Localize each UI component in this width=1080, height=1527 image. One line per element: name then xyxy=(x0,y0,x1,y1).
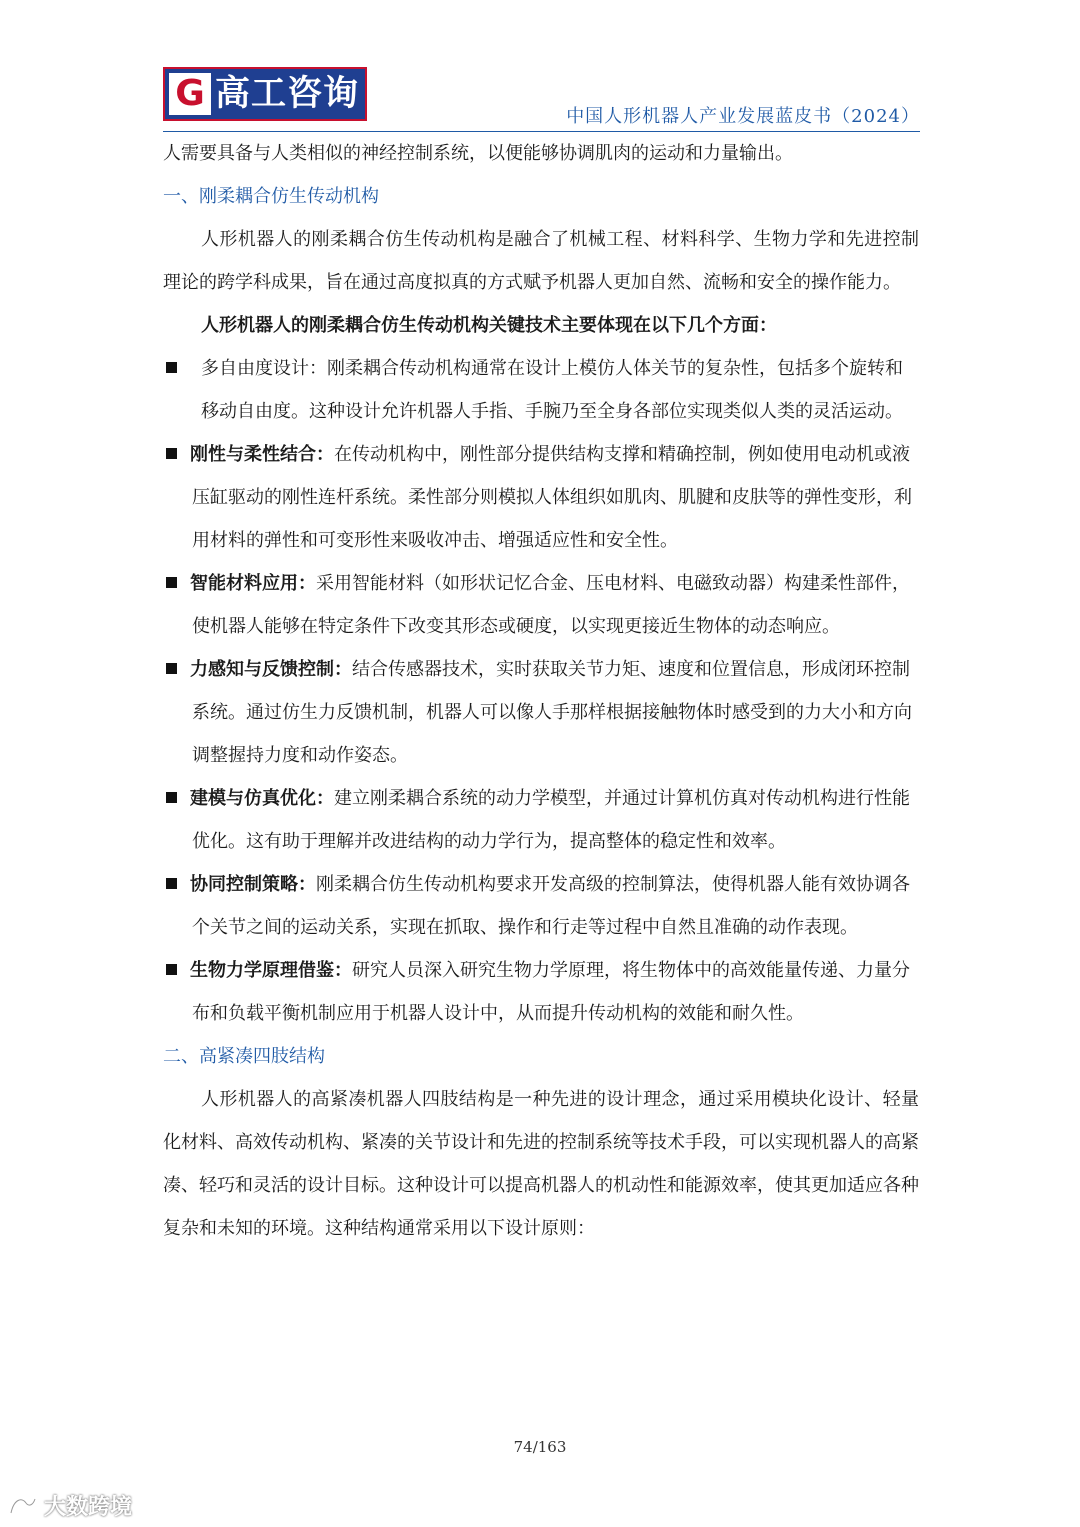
list-item-text: 建立刚柔耦合系统的动力学模型，并通过计算机仿真对传动机构进行性能优化。这有助于理解并改进结构的动力学行为，提高整体的稳定性和效率。 xyxy=(192,788,910,852)
bullet-square-icon xyxy=(166,362,177,373)
list-item xyxy=(163,433,919,562)
page-number: 74/163 xyxy=(513,1438,567,1456)
list-item-text: 结合传感器技术，实时获取关节力矩、速度和位置信息，形成闭环控制系统。通过仿生力反馈机制，机器人可以像人手那样根据接触物体时感受到的力大小和方向调整握持力度和动作姿态。 xyxy=(192,659,912,766)
list-item xyxy=(163,949,919,1035)
key-technology-list xyxy=(163,347,919,1035)
list-item-lead: 刚性与柔性结合： xyxy=(190,444,334,465)
bullet-square-icon xyxy=(166,577,177,588)
watermark xyxy=(8,1490,132,1521)
watermark-text: 大数跨境 xyxy=(44,1495,133,1520)
list-item-text: 研究人员深入研究生物力学原理，将生物体中的高效能量传递、力量分布和负载平衡机制应用于机器人设计中，从而提升传动机构的效能和耐久性。 xyxy=(192,960,910,1024)
report-title: 中国人形机器人产业发展蓝皮书（2024） xyxy=(566,106,920,127)
section1-key-intro: 人形机器人的刚柔耦合仿生传动机构关键技术主要体现在以下几个方面： xyxy=(201,315,777,336)
section2-paragraph: 人形机器人的高紧凑机器人四肢结构是一种先进的设计理念，通过采用模块化设计、轻量化材料、高效传动机构、紧凑的关节设计和先进的控制系统等技术手段，可以实现机器人的高紧凑、轻巧和灵活的设计目标。这种设计可以提高机器人的机动性和能源效率，使其更加适应各种复杂和未知的环境。这种结构通常采用以下设计原则： xyxy=(163,1089,919,1239)
section1-heading: 一、刚柔耦合仿生传动机构 xyxy=(163,186,379,207)
bullet-square-icon xyxy=(166,792,177,803)
bullet-square-icon xyxy=(166,878,177,889)
bullet-square-icon xyxy=(166,448,177,459)
list-item-lead: 力感知与反馈控制： xyxy=(190,659,352,680)
list-item-lead: 多自由度设计： xyxy=(201,358,327,379)
list-item xyxy=(163,347,919,433)
list-item-lead: 建模与仿真优化： xyxy=(190,788,334,809)
list-item xyxy=(163,777,919,863)
logo-mark: G xyxy=(169,73,211,115)
bullet-square-icon xyxy=(166,964,177,975)
brand-logo xyxy=(163,67,367,121)
watermark-logo-icon xyxy=(8,1493,38,1519)
list-item-text: 在传动机构中，刚性部分提供结构支撑和精确控制，例如使用电动机或液压缸驱动的刚性连杆系统。柔性部分则模拟人体组织如肌肉、肌腱和皮肤等的弹性变形，利用材料的弹性和可变形性来吸收冲击、增强适应性和安全性。 xyxy=(192,444,912,551)
list-item-text: 采用智能材料（如形状记忆合金、压电材料、电磁致动器）构建柔性部件，使机器人能够在特定条件下改变其形态或硬度，以实现更接近生物体的动态响应。 xyxy=(192,573,910,637)
list-item xyxy=(163,562,919,648)
list-item xyxy=(163,863,919,949)
list-item-lead: 协同控制策略： xyxy=(190,874,316,895)
bullet-square-icon xyxy=(166,663,177,674)
page-body xyxy=(163,132,919,1250)
section2-heading: 二、高紧凑四肢结构 xyxy=(163,1046,325,1067)
logo-text: 高工咨询 xyxy=(215,74,360,114)
list-item-text: 刚柔耦合传动机构通常在设计上模仿人体关节的复杂性，包括多个旋转和移动自由度。这种设计允许机器人手指、手腕乃至全身各部位实现类似人类的灵活运动。 xyxy=(201,358,903,422)
list-item-lead: 智能材料应用： xyxy=(190,573,316,594)
list-item-lead: 生物力学原理借鉴： xyxy=(190,960,352,981)
list-item-text: 刚柔耦合仿生传动机构要求开发高级的控制算法，使得机器人能有效协调各个关节之间的运动关系，实现在抓取、操作和行走等过程中自然且准确的动作表现。 xyxy=(192,874,910,938)
section1-paragraph: 人形机器人的刚柔耦合仿生传动机构是融合了机械工程、材料科学、生物力学和先进控制理论的跨学科成果，旨在通过高度拟真的方式赋予机器人更加自然、流畅和安全的操作能力。 xyxy=(163,229,919,293)
list-item xyxy=(163,648,919,777)
intro-line: 人需要具备与人类相似的神经控制系统，以便能够协调肌肉的运动和力量输出。 xyxy=(163,143,793,164)
